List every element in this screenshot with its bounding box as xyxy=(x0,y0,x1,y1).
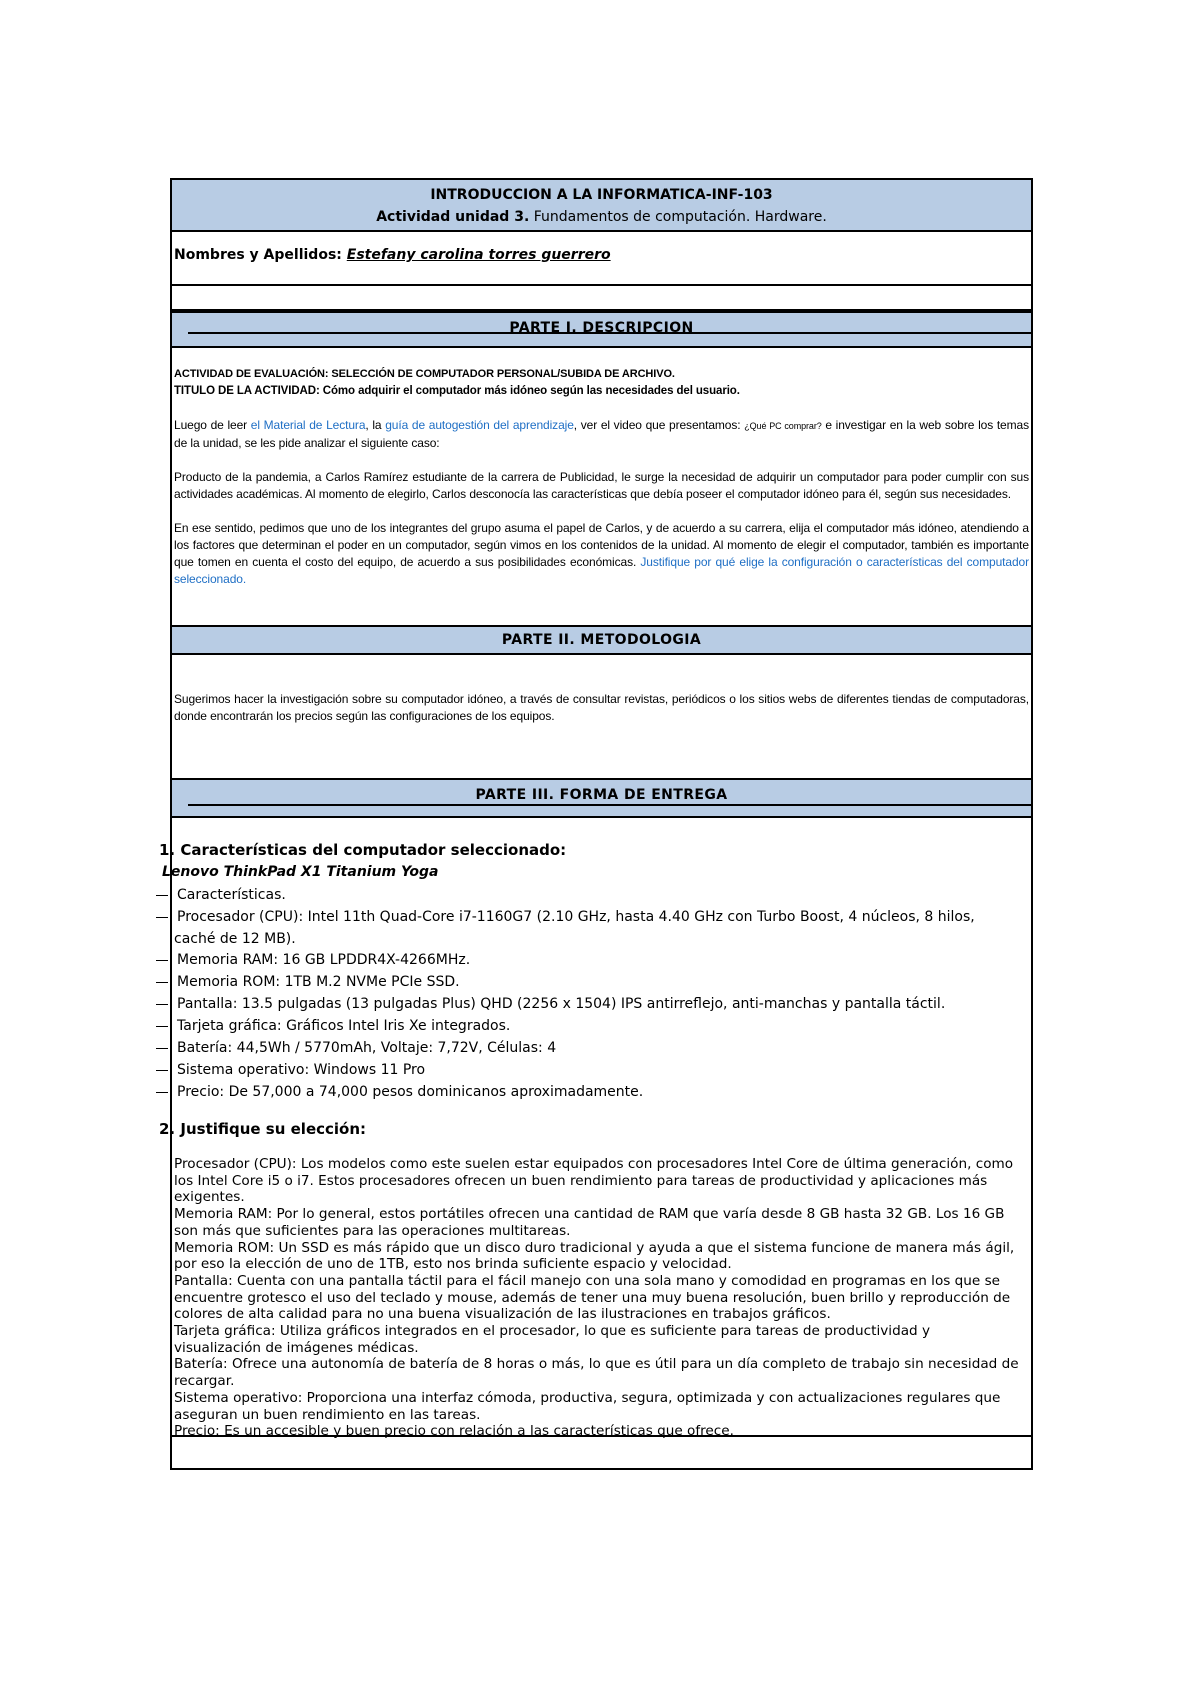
instructions-paragraph: Luego de leer el Material de Lectura, la guía de autogestión del aprendizaje, ver el video que presentamos: ¿Qué PC comprar? e investigar en la web sobre los temas de la unidad, se les pide analizar el siguiente caso: xyxy=(174,418,1029,450)
parte2-body: Sugerimos hacer la investigación sobre su computador idóneo, a través de consultar revistas, periódicos o los sitios webs de diferentes tiendas de computadoras, donde encontrarán los precios según las configuraciones de los equipos. xyxy=(174,692,1029,723)
course-title: INTRODUCCION A LA INFORMATICA-INF-103 xyxy=(430,187,773,203)
guia-link[interactable]: guía de autogestión del aprendizaje xyxy=(385,418,574,432)
justification-gpu: Tarjeta gráfica: Utiliza gráficos integrados en el procesador, lo que es suficiente para tareas de productividad y visualización de imágenes médicas. xyxy=(174,1323,931,1356)
justification-ram: Memoria RAM: Por lo general, estos portátiles ofrecen una cantidad de RAM que varía desde 8 GB hasta 32 GB. Los 16 GB son más que suficientes para las operaciones multitareas. xyxy=(174,1206,1005,1239)
parte1-title: PARTE I. DESCRIPCION xyxy=(509,320,694,336)
worksheet xyxy=(159,178,1033,1470)
parte2-band xyxy=(172,625,1031,655)
laptop-model: Lenovo ThinkPad X1 Titanium Yoga xyxy=(162,864,439,880)
list-item: Memoria ROM: 1TB M.2 NVMe PCIe SSD. xyxy=(156,971,1021,993)
task-paragraph: En ese sentido, pedimos que uno de los integrantes del grupo asuma el papel de Carlos, y de acuerdo a su carrera, elija el computador más idóneo, atendiendo a los factores que determinan el poder en un computador, según vimos en los contenidos de la unidad. Al momento de elegir el computador, también es importante que tomen en cuenta el costo del equipo, de acuerdo a sus posibilidades económicas. Justifique por qué elige la configuración o características del computador seleccionado. xyxy=(174,521,1029,586)
divider xyxy=(172,284,1031,286)
material-lectura-link[interactable]: el Material de Lectura xyxy=(250,418,366,432)
list-item: Pantalla: 13.5 pulgadas (13 pulgadas Plus) QHD (2256 x 1504) IPS antirreflejo, anti-manchas y pantalla táctil. xyxy=(156,993,1021,1015)
student-name: Nombres y Apellidos: Estefany carolina torres guerrero xyxy=(174,247,611,263)
activity-title: Actividad unidad 3. Fundamentos de computación. Hardware. xyxy=(376,209,827,225)
activity-type: ACTIVIDAD DE EVALUACIÓN: SELECCIÓN DE COMPUTADOR PERSONAL/SUBIDA DE ARCHIVO. xyxy=(174,368,675,380)
case-paragraph: Producto de la pandemia, a Carlos Ramírez estudiante de la carrera de Publicidad, le surge la necesidad de adquirir un computador para poder cumplir con sus actividades académicas. Al momento de elegirlo, Carlos desconocía las características que debía poseer el computador idóneo para él, según sus necesidades. xyxy=(174,470,1029,501)
justification-text xyxy=(174,1156,1021,1440)
parte1-body xyxy=(174,366,1029,588)
justification-rom: Memoria ROM: Un SSD es más rápido que un disco duro tradicional y ayuda a que el sistema funcione de manera más ágil, por eso la elección de uno de 1TB, esto nos brinda suficiente espacio y velocidad. xyxy=(174,1239,1015,1273)
item1-heading: 1. Características del computador seleccionado: xyxy=(159,841,567,859)
divider xyxy=(172,1435,1031,1437)
justify-instruction: Justifique por qué elige la configuración o características del computador seleccionado. xyxy=(174,555,1029,586)
list-item: Tarjeta gráfica: Gráficos Intel Iris Xe integrados. xyxy=(156,1015,1021,1037)
list-item: Características. xyxy=(156,884,1021,906)
justification-cpu: Procesador (CPU): Los modelos como este suelen estar equipados con procesadores Intel Core de última generación, como los Intel Core i5 o i7. Estos procesadores ofrecen un buen rendimiento para tareas de productividad y aplicaciones más exigentes. xyxy=(174,1156,1014,1206)
activity-title-line: TITULO DE LA ACTIVIDAD: Cómo adquirir el computador más idóneo según las necesidades del usuario. xyxy=(174,385,740,397)
item2-heading: 2. Justifique su elección: xyxy=(159,1120,367,1138)
justification-battery: Batería: Ofrece una autonomía de batería de 8 horas o más, lo que es útil para un día completo de trabajo sin necesidad de recargar. xyxy=(174,1356,1019,1390)
parte2-title: PARTE II. METODOLOGIA xyxy=(501,632,702,648)
band-underline xyxy=(188,332,1031,334)
list-item: Procesador (CPU): Intel 11th Quad-Core i7-1160G7 (2.10 GHz, hasta 4.40 GHz con Turbo Boost, 4 núcleos, 8 hilos, xyxy=(156,906,1021,928)
list-item: Precio: De 57,000 a 74,000 pesos dominicanos aproximadamente. xyxy=(156,1081,1021,1103)
list-item: Batería: 44,5Wh / 5770mAh, Voltaje: 7,72V, Células: 4 xyxy=(156,1037,1021,1059)
justification-screen: Pantalla: Cuenta con una pantalla táctil para el fácil manejo con una sola mano y comodidad en programas en los que se encuentre grotesco el uso del teclado y mouse, además de tener una muy buena resolución, buen brillo y reproducción de colores de alta calidad para no una buena visualización de las ilustraciones en trabajos gráficos. xyxy=(174,1272,1011,1323)
justification-os: Sistema operativo: Proporciona una interfaz cómoda, productiva, segura, optimizada y con actualizaciones regulares que aseguran un buen rendimiento en las tareas. xyxy=(174,1389,1001,1423)
list-item: Memoria RAM: 16 GB LPDDR4X-4266MHz. xyxy=(156,949,1021,971)
list-item: Sistema operativo: Windows 11 Pro xyxy=(156,1059,1021,1081)
header-band xyxy=(172,180,1031,232)
parte3-title: PARTE III. FORMA DE ENTREGA xyxy=(475,787,728,803)
video-link[interactable]: ¿Qué PC comprar? xyxy=(744,421,822,431)
parte3-band xyxy=(172,778,1031,818)
list-item-continuation: caché de 12 MB). xyxy=(174,931,296,947)
parte1-band xyxy=(172,311,1031,348)
band-underline xyxy=(188,804,1031,806)
justification-price: Precio: Es un accesible y buen precio con relación a las características que ofrece. xyxy=(174,1423,734,1440)
